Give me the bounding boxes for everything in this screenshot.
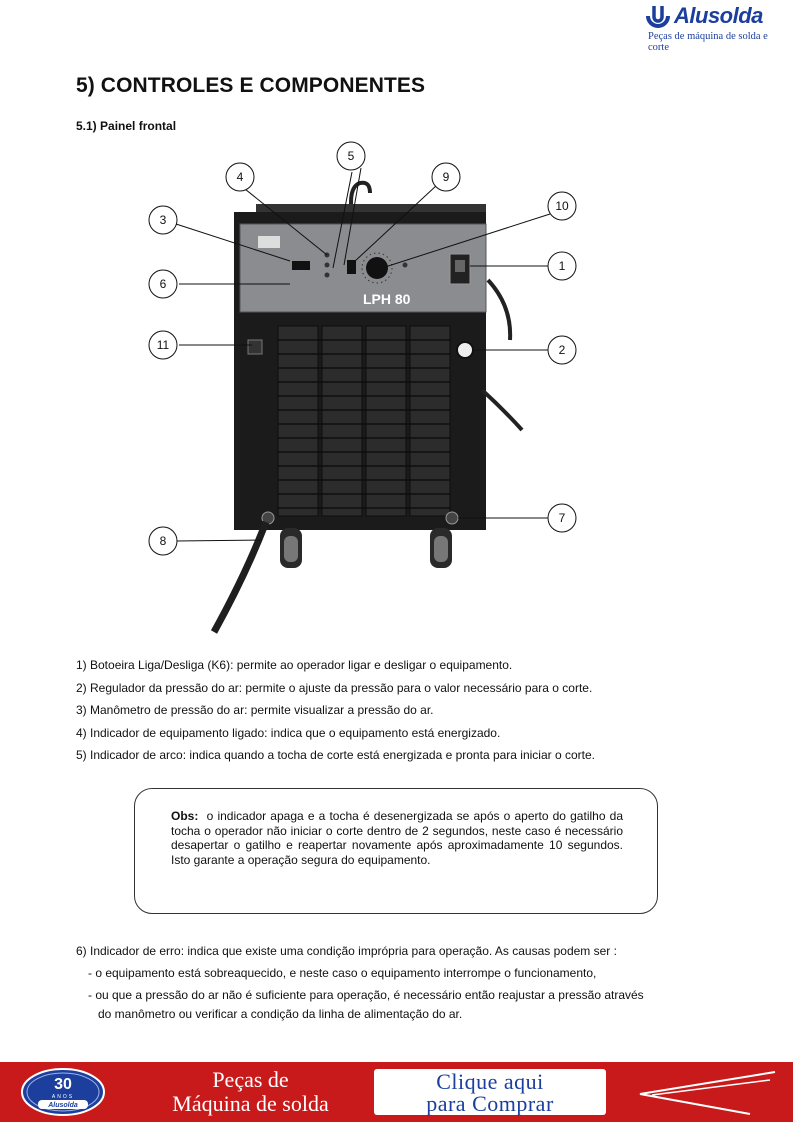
callout-label-6: 6 [159,277,167,291]
callout-label-2: 2 [558,343,566,357]
callout-label-8: 8 [159,534,167,548]
30-years-badge-icon [20,1067,106,1117]
callout-label-9: 9 [442,170,450,184]
svg-text:ANOS: ANOS [51,1094,75,1100]
callout-label-5: 5 [347,149,355,163]
cause-item: - ou que a pressão do ar não é suficiente para operação, é necessário então reajustar a pressão através [88,988,644,1002]
model-label: LPH 80 [363,291,411,307]
error-indicator-section [76,940,756,1022]
note-text [171,809,623,867]
note-box [134,788,658,914]
list-item: 2) Regulador da pressão do ar: permite o ajuste da pressão para o valor necessário para o corte. [76,680,593,695]
note-body: o indicador apaga e a tocha é desenergizada se após o aperto do gatilho da tocha o operador não iniciar o corte dentro de 2 segundos, neste caso é necessário desapertar o gatilho e reapertar novamente após aproximadamente 10 segundos. Isto garante a operação segura do equipamento. [171,809,623,867]
list-item: 5) Indicador de arco: indica quando a tocha de corte está energizada e pronta para iniciar o corte. [76,748,595,762]
buy-button[interactable]: Clique aqui para Comprar [374,1069,606,1115]
callout-label-4: 4 [236,170,244,184]
cause-item-continuation: do manômetro ou verificar a condição da linha de alimentação do ar. [98,1007,463,1021]
cause-item: - o equipamento está sobreaquecido, e neste caso o equipamento interrompe o funcionamento, [88,966,597,980]
list-item: 1) Botoeira Liga/Desliga (K6): permite ao operador ligar e desligar o equipamento. [76,658,513,672]
callout-label-7: 7 [558,511,566,525]
purchase-banner[interactable] [0,1062,793,1122]
callout-label-10: 10 [555,199,569,213]
machine-front-panel-figure [130,140,600,635]
alusolda-logo-icon [644,2,672,30]
list-item: 4) Indicador de equipamento ligado: indica que o equipamento está energizado. [76,725,501,740]
subsection-title: 5.1) Painel frontal [76,119,177,133]
brand-tagline: Peças de máquina de solda e corte [648,31,768,53]
svg-text:30: 30 [54,1076,72,1093]
component-list [76,654,756,767]
section-title: 5) CONTROLES E COMPONENTES [76,74,426,97]
svg-text:Alusolda: Alusolda [48,1102,78,1109]
note-label: Obs: [171,809,199,823]
error-intro: 6) Indicador de erro: indica que existe uma condição imprópria para operação. As causas podem ser : [76,944,617,958]
brand-name: Alusolda [674,3,763,28]
brand-logo[interactable] [644,2,784,54]
callout-label-11: 11 [156,338,170,352]
list-item: 3) Manômetro de pressão do ar: permite visualizar a pressão do ar. [76,703,434,717]
arrow-left-icon [630,1066,780,1118]
callout-label-3: 3 [159,213,167,227]
banner-title: Peças de Máquina de solda [172,1067,329,1116]
callout-label-1: 1 [558,259,566,273]
